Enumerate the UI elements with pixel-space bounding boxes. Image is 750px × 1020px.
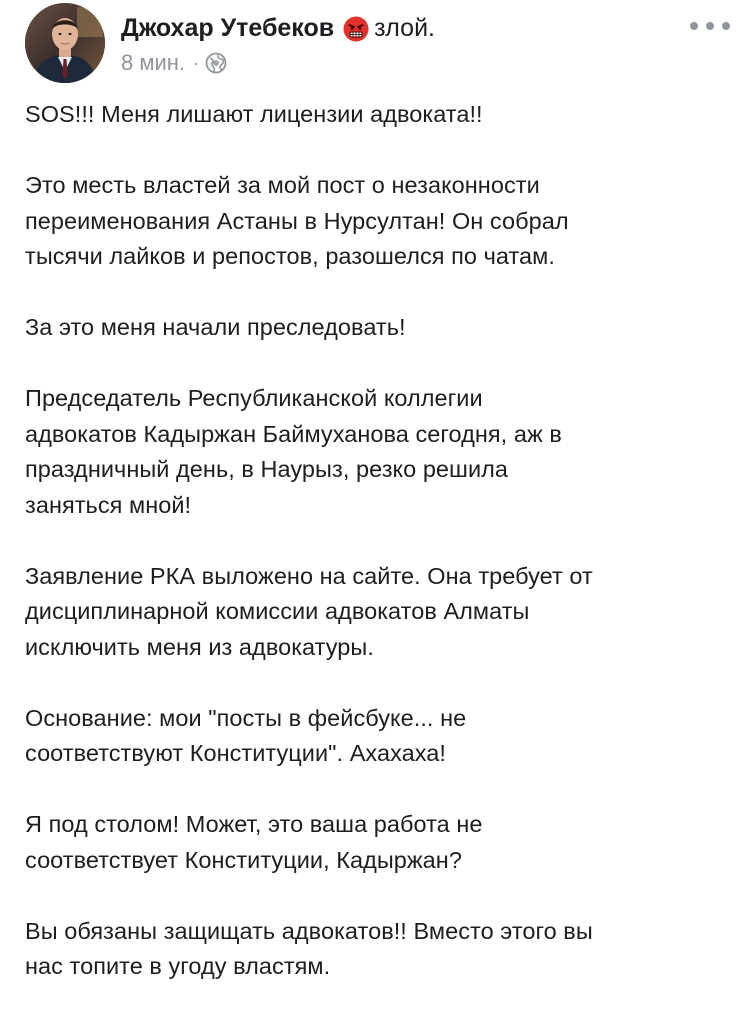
post-paragraph: Основание: мои "посты в фейсбуке... не соответствуют Конституции". Ахахаха!: [25, 704, 467, 766]
more-dot: [722, 22, 730, 30]
post-paragraph: За это меня начали преследовать!: [25, 314, 406, 340]
post-paragraph: Председатель Республиканской коллегии адвокатов Кадыржан Баймуханова сегодня, аж в праздничный день, в Наурыз, резко решила заняться мной!: [25, 385, 562, 518]
author-name[interactable]: Джохар Утебеков: [121, 13, 335, 42]
author-line: [121, 10, 435, 46]
post-meta: [121, 48, 227, 78]
post-body: [25, 97, 735, 1020]
post-paragraph: Вы обязаны защищать адвокатов!! Вместо этого вы нас топите в угоду властям.: [25, 917, 593, 979]
post-header: [25, 3, 730, 85]
more-dot: [690, 22, 698, 30]
feeling-text: злой.: [374, 13, 435, 42]
more-options-icon[interactable]: [690, 13, 730, 39]
globe-icon[interactable]: [205, 52, 227, 74]
post-paragraph: Это месть властей за мой пост о незаконности переименования Астаны в Нурсултан! Он собрал тысячи лайков и репостов, разошелся по чатам.: [25, 172, 569, 269]
post-paragraph: Я под столом! Может, это ваша работа не соответствует Конституции, Кадыржан?: [25, 811, 483, 873]
post-timestamp[interactable]: 8 мин.: [121, 50, 186, 75]
post-paragraph: SOS!!! Меня лишают лицензии адвоката!!: [25, 101, 483, 127]
more-dot: [706, 22, 714, 30]
meta-separator: ·: [193, 52, 200, 73]
author-avatar[interactable]: [25, 3, 105, 83]
post-paragraph: Заявление РКА выложено на сайте. Она требует от дисциплинарной комиссии адвокатов Алматы исключить меня из адвокатуры.: [25, 562, 593, 660]
angry-face-icon: [343, 16, 369, 42]
